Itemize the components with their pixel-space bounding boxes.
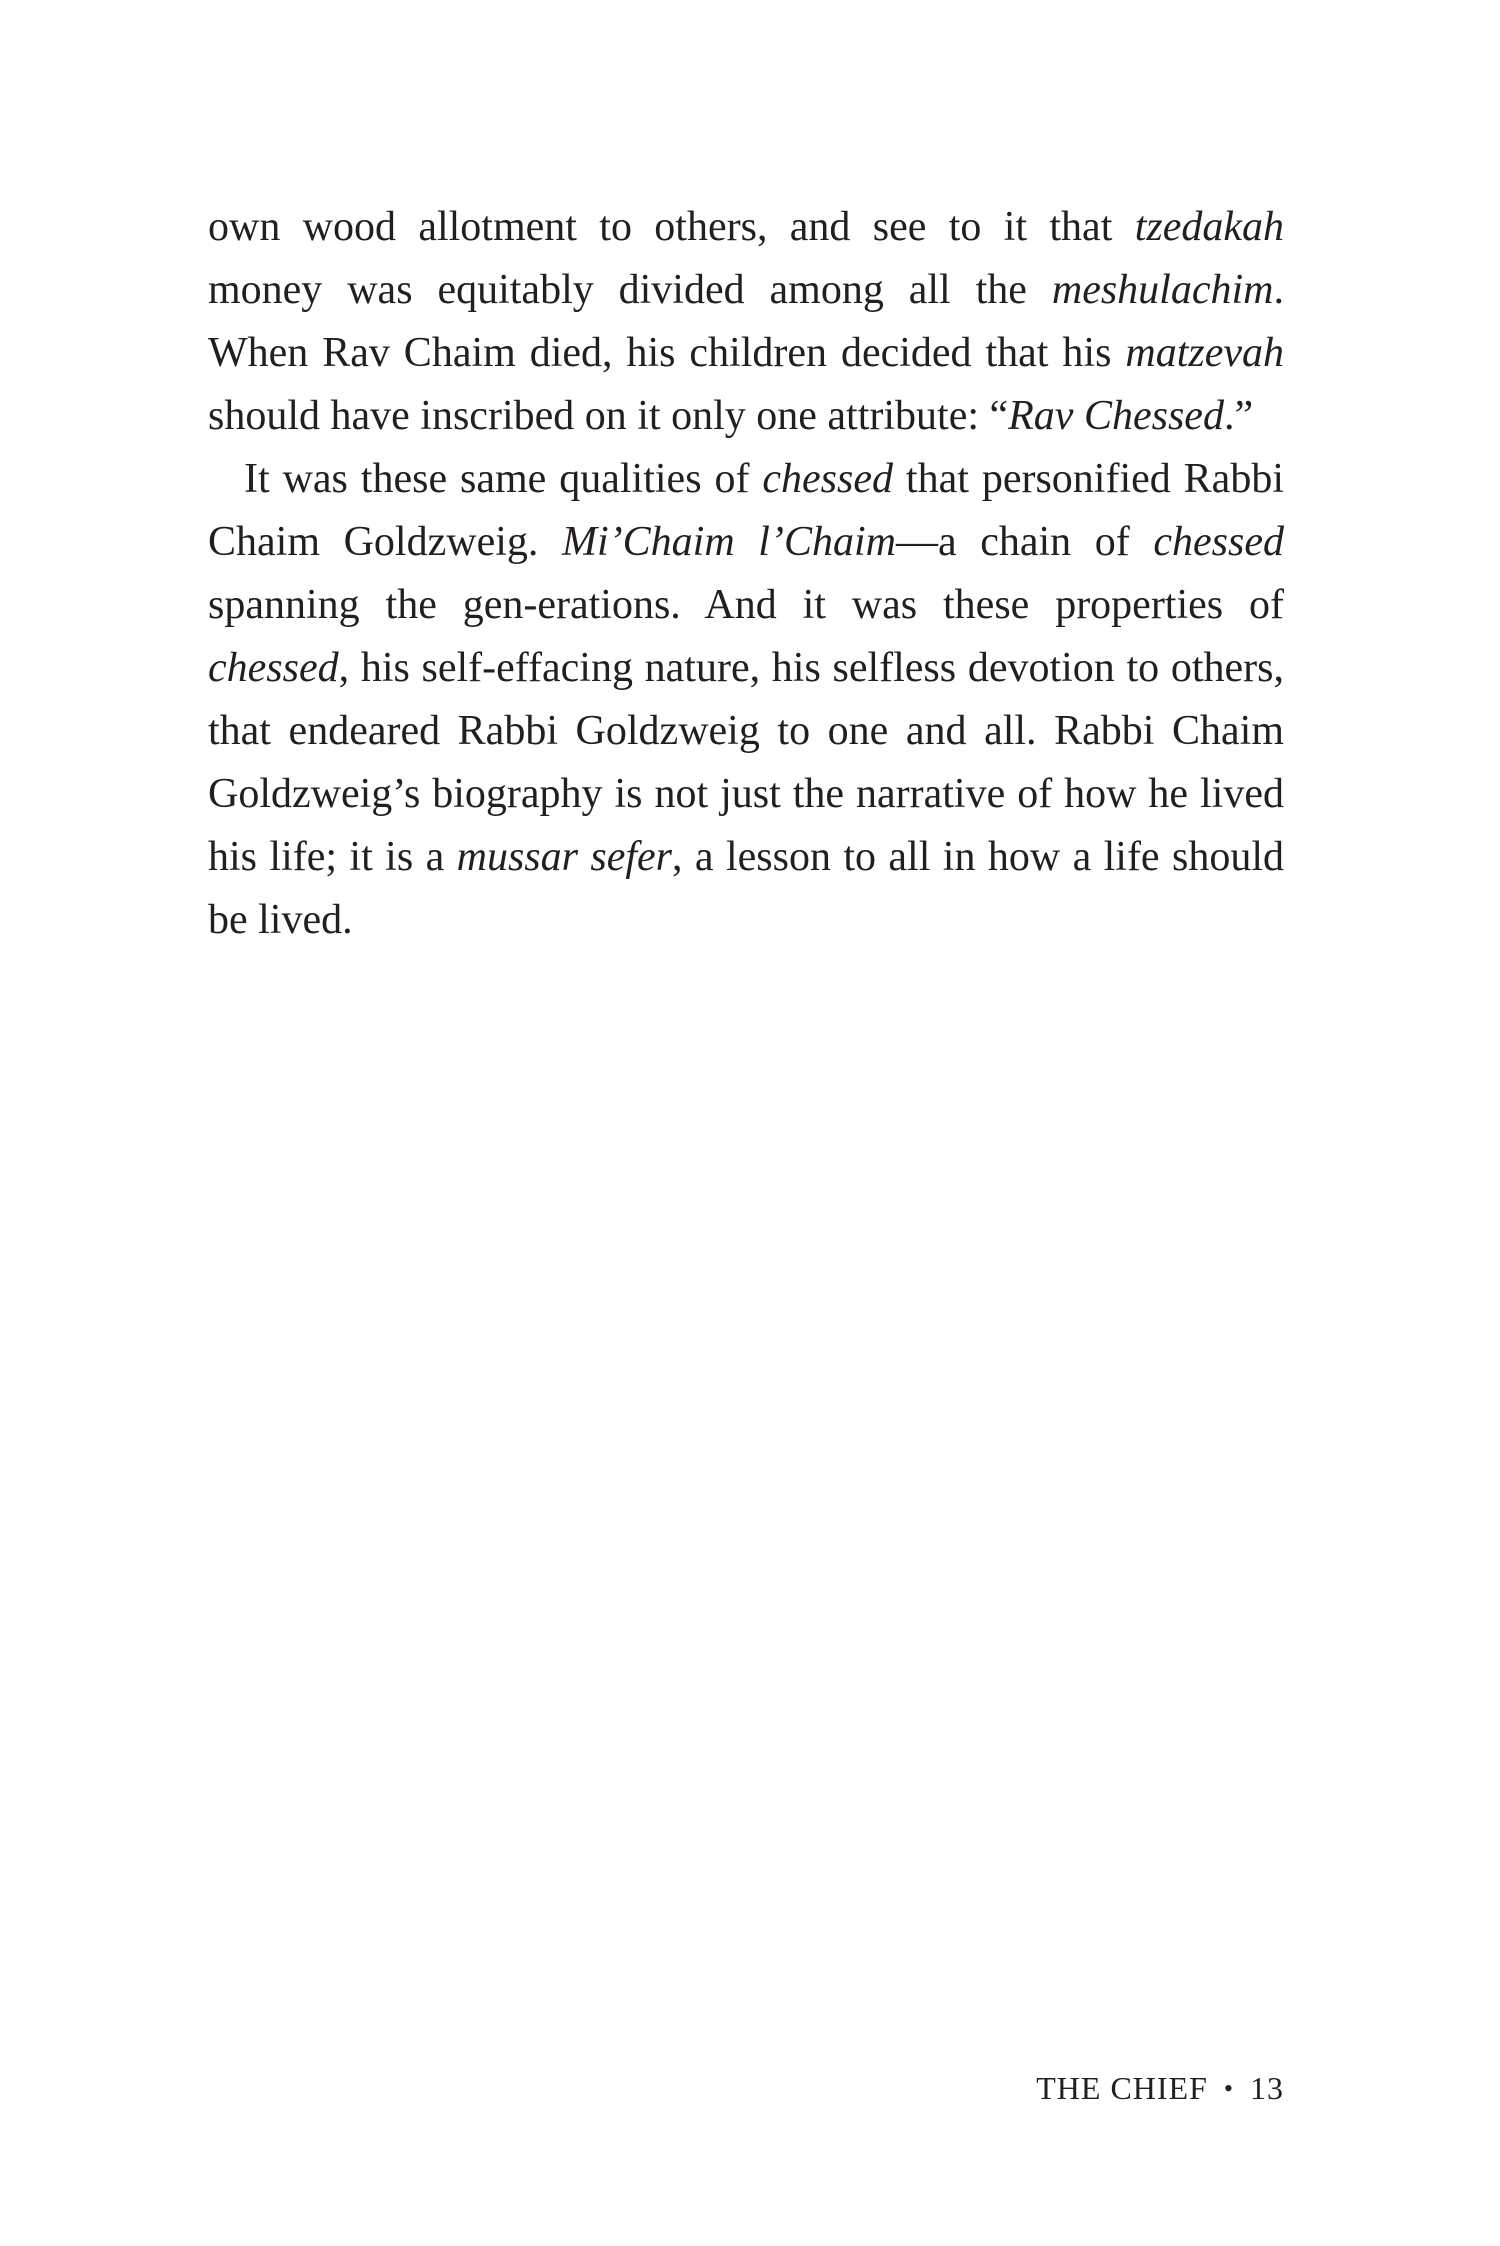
text-run: money was equitably divided among all the (208, 267, 1052, 313)
paragraph-1 (208, 196, 1284, 448)
running-title: THE CHIEF (1036, 2070, 1208, 2106)
text-run: —a chain of (895, 519, 1154, 565)
italic-term: meshulachim (1051, 267, 1274, 313)
text-run: . When Rav Chaim died, his children decided that his (208, 267, 1284, 376)
text-run: .” (1223, 393, 1254, 439)
italic-term: mussar sefer (456, 834, 673, 880)
italic-term: chessed (1153, 519, 1284, 565)
bullet-separator: • (1223, 2074, 1234, 2103)
italic-term: tzedakah (1134, 204, 1284, 250)
italic-term: Rav Chessed (1008, 393, 1224, 439)
text-run: own wood allotment to others, and see to it that (208, 204, 1135, 250)
paragraph-2 (208, 448, 1284, 952)
italic-term: matzevah (1125, 330, 1284, 376)
text-run: , a lesson to all in how a life should be lived. (208, 834, 1284, 943)
page-number: 13 (1250, 2070, 1284, 2106)
italic-term: chessed (208, 645, 339, 691)
text-run: spanning the gen-erations. And it was these properties of (208, 582, 1284, 628)
text-run: should have inscribed on it only one attribute: “ (208, 393, 1009, 439)
running-footer (1036, 2068, 1284, 2109)
text-run: It was these same qualities of (244, 456, 763, 502)
italic-term: chessed (762, 456, 893, 502)
text-run: , his self-effacing nature, his selfless devotion to others, that endeared Rabbi Goldzweig to one and all. Rabbi Chaim Goldzweig’s biography is not just the narrative of how he lived his life; it is a (208, 645, 1284, 880)
italic-term: Mi’Chaim l’Chaim (562, 519, 896, 565)
body-text (208, 196, 1284, 952)
text-run: that personified Rabbi Chaim Goldzweig. (208, 456, 1284, 565)
